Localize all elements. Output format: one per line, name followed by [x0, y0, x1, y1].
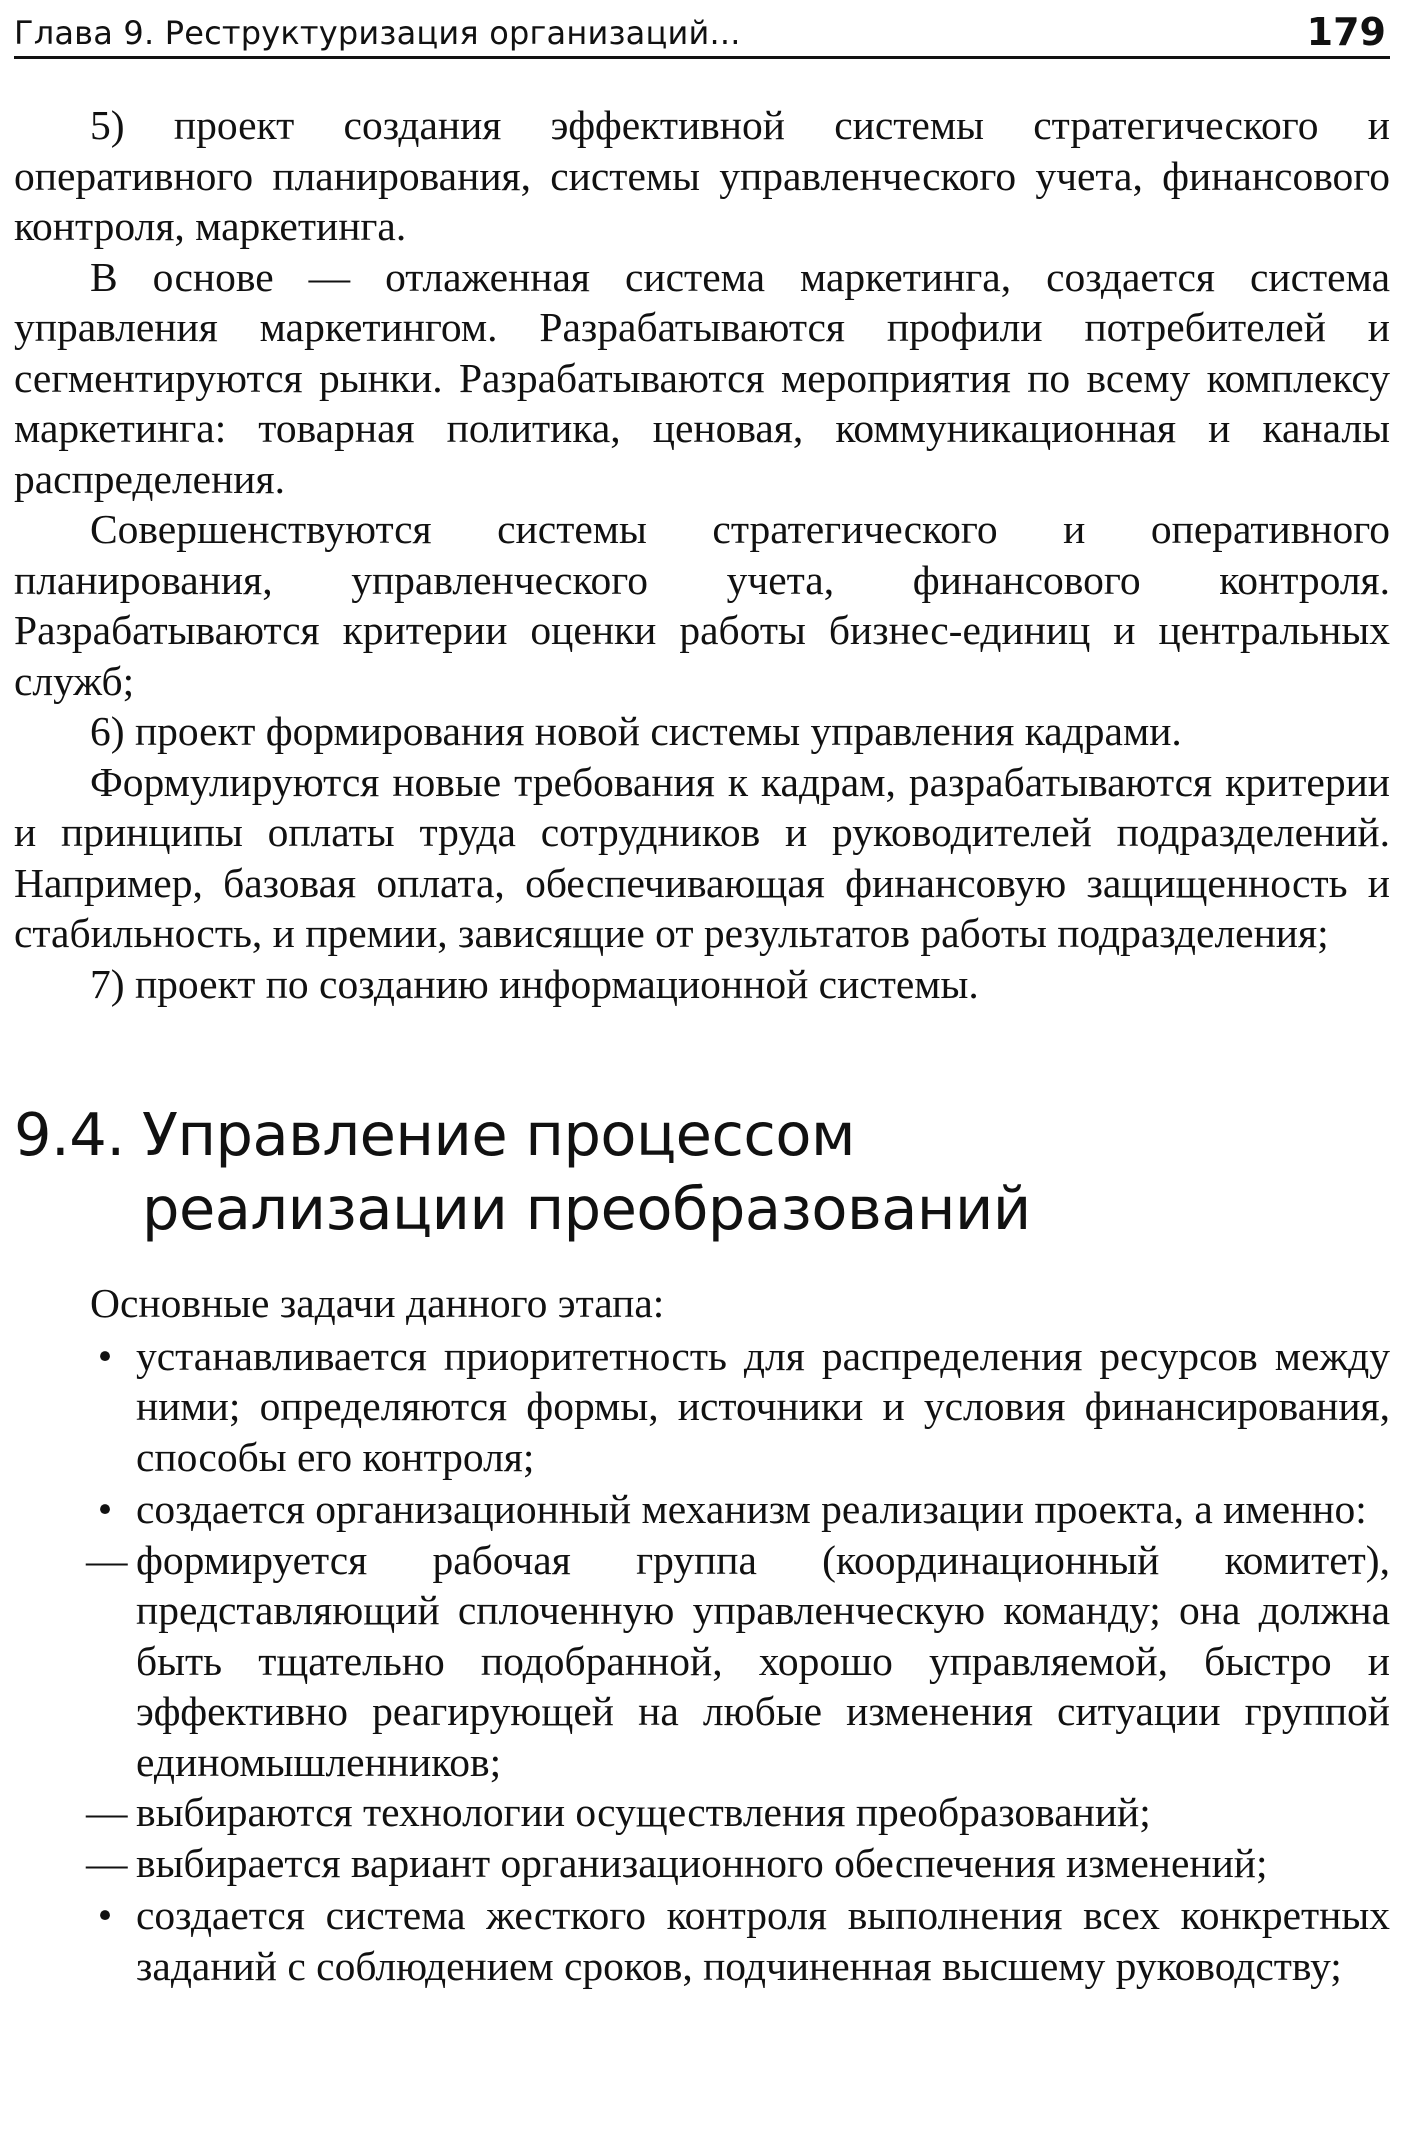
page-number: 179 [1306, 10, 1386, 54]
body-text [14, 100, 1390, 1009]
list-item-text: устанавливается приоритетность для распределения ресурсов между ними; определяются формы, источники и условия финансирования, способы его контроля; [136, 1332, 1390, 1480]
paragraph-personnel: Формулируются новые требования к кадрам, разрабатываются критерии и принципы оплаты труда сотрудников и руководителей подразделений. Например, базовая оплата, обеспечивающая финансовую защищенность и стабильность, и премии, зависящие от результатов работы подразделения; [14, 758, 1390, 956]
sub-list-item-text: выбираются технологии осуществления преобразований; [136, 1789, 1151, 1835]
list-item [14, 1484, 1390, 1888]
task-list [14, 1331, 1390, 1992]
dash-icon: — [86, 1789, 128, 1835]
section-title-line2: реализации преобразований [142, 1174, 1031, 1243]
sub-list-item-text: выбирается вариант организационного обеспечения изменений; [136, 1839, 1268, 1886]
sub-list-item [74, 1838, 1390, 1889]
dash-icon: — [86, 1839, 128, 1886]
section-title-line1: Управление процессом [142, 1100, 855, 1169]
bullet-icon: • [97, 1486, 113, 1532]
list-item [14, 1331, 1390, 1483]
sub-list-item [74, 1787, 1390, 1838]
paragraph-planning: Совершенствуются системы стратегического и оперативного планирования, управленческого учета, финансового контроля. Разрабатываются критерии оценки работы бизнес-единиц и центральных служб; [14, 506, 1390, 704]
section-body [14, 1278, 1390, 1991]
sub-list-item [74, 1535, 1390, 1788]
paragraph-project-5: 5) проект создания эффективной системы стратегического и оперативного планирования, системы управленческого учета, финансового контроля, маркетинга. [14, 102, 1390, 249]
section-heading [14, 1098, 1390, 1246]
bullet-icon: • [97, 1892, 113, 1938]
dash-icon: — [86, 1536, 128, 1583]
running-title: Глава 9. Реструктуризация организаций... [14, 14, 741, 52]
bullet-icon: • [97, 1332, 113, 1379]
section-number: 9.4. [14, 1100, 125, 1169]
paragraph-project-6: 6) проект формирования новой системы управления кадрами. [90, 708, 1182, 754]
list-item-text: создается организационный механизм реализации проекта, а именно: [136, 1486, 1367, 1532]
running-header [14, 6, 1390, 59]
paragraph-marketing: В основе — отлаженная система маркетинга, создается система управления маркетингом. Разрабатываются профили потребителей и сегментируются рынки. Разрабатываются мероприятия по всему комплексу маркетинга: товарная политика, ценовая, коммуникационная и каналы распределения. [14, 253, 1390, 502]
sub-list-item-text: формируется рабочая группа (координационный комитет), представляющий сплоченную управленческую команду; она должна быть тщательно подобранной, хорошо управляемой, быстро и эффективно реагирующей на любые изменения ситуации группой единомышленников; [136, 1536, 1390, 1785]
list-item-text: создается система жесткого контроля выполнения всех конкретных заданий с соблюдением сроков, подчиненная высшему руководству; [136, 1892, 1390, 1989]
list-item [14, 1890, 1390, 1991]
paragraph-project-7: 7) проект по созданию информационной системы. [90, 960, 979, 1007]
sub-list [74, 1535, 1390, 1889]
intro-text: Основные задачи данного этапа: [90, 1280, 665, 1326]
